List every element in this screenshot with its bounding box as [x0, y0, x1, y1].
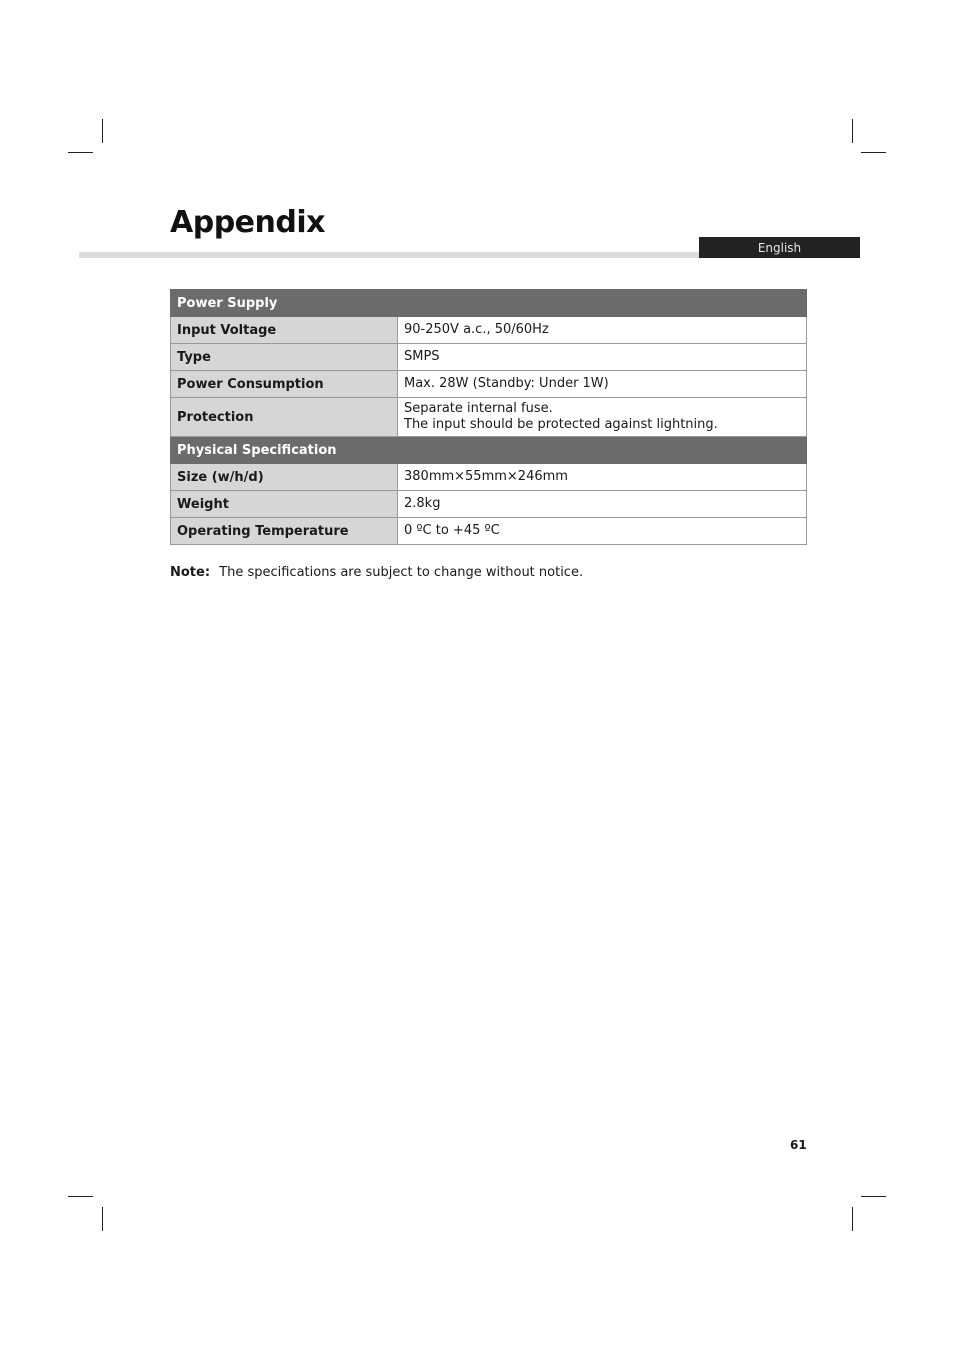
page-number: 61: [790, 1138, 807, 1152]
crop-mark-bottom-right-horizontal: [861, 1196, 886, 1197]
crop-mark-top-left-vertical: [102, 119, 103, 143]
table-row: [171, 464, 807, 491]
spec-value-line: SMPS: [404, 349, 440, 364]
spec-label: Type: [171, 344, 398, 371]
table-row: [171, 491, 807, 518]
header-rule: [79, 252, 699, 258]
spec-label: Protection: [171, 398, 398, 437]
spec-value: [398, 398, 807, 437]
spec-label: Weight: [171, 491, 398, 518]
spec-label: Input Voltage: [171, 317, 398, 344]
spec-value: [398, 491, 807, 518]
table-row: [171, 344, 807, 371]
spec-value-line: 0 ºC to +45 ºC: [404, 523, 500, 538]
crop-mark-bottom-left-vertical: [102, 1207, 103, 1231]
table-row: [171, 518, 807, 545]
spec-label: Operating Temperature: [171, 518, 398, 545]
spec-value-line: 2.8kg: [404, 496, 441, 511]
section-heading: Power Supply: [171, 290, 807, 317]
spec-value: [398, 344, 807, 371]
crop-mark-top-right-horizontal: [861, 152, 886, 153]
spec-value-line: Separate internal fuse.: [404, 401, 553, 416]
page-title: Appendix: [170, 205, 325, 240]
note: [170, 565, 583, 580]
table-section-row: [171, 290, 807, 317]
spec-value: [398, 317, 807, 344]
table-row: [171, 371, 807, 398]
crop-mark-bottom-right-vertical: [852, 1207, 853, 1231]
spec-value: [398, 464, 807, 491]
spec-value-line: The input should be protected against lightning.: [404, 417, 718, 432]
spec-label: Power Consumption: [171, 371, 398, 398]
spec-value: [398, 518, 807, 545]
table-row: [171, 317, 807, 344]
note-label: Note:: [170, 565, 211, 580]
spec-value-line: Max. 28W (Standby: Under 1W): [404, 376, 609, 391]
specification-table: [170, 289, 807, 545]
note-text: The specifications are subject to change without notice.: [219, 565, 584, 580]
table-section-row: [171, 437, 807, 464]
crop-mark-top-left-horizontal: [68, 152, 93, 153]
crop-mark-bottom-left-horizontal: [68, 1196, 93, 1197]
table-row: [171, 398, 807, 437]
spec-value-line: 90-250V a.c., 50/60Hz: [404, 322, 549, 337]
spec-value-line: 380mm×55mm×246mm: [404, 469, 568, 484]
spec-label: Size (w/h/d): [171, 464, 398, 491]
language-tab: English: [699, 237, 860, 258]
section-heading: Physical Specification: [171, 437, 807, 464]
crop-mark-top-right-vertical: [852, 119, 853, 143]
spec-value: [398, 371, 807, 398]
